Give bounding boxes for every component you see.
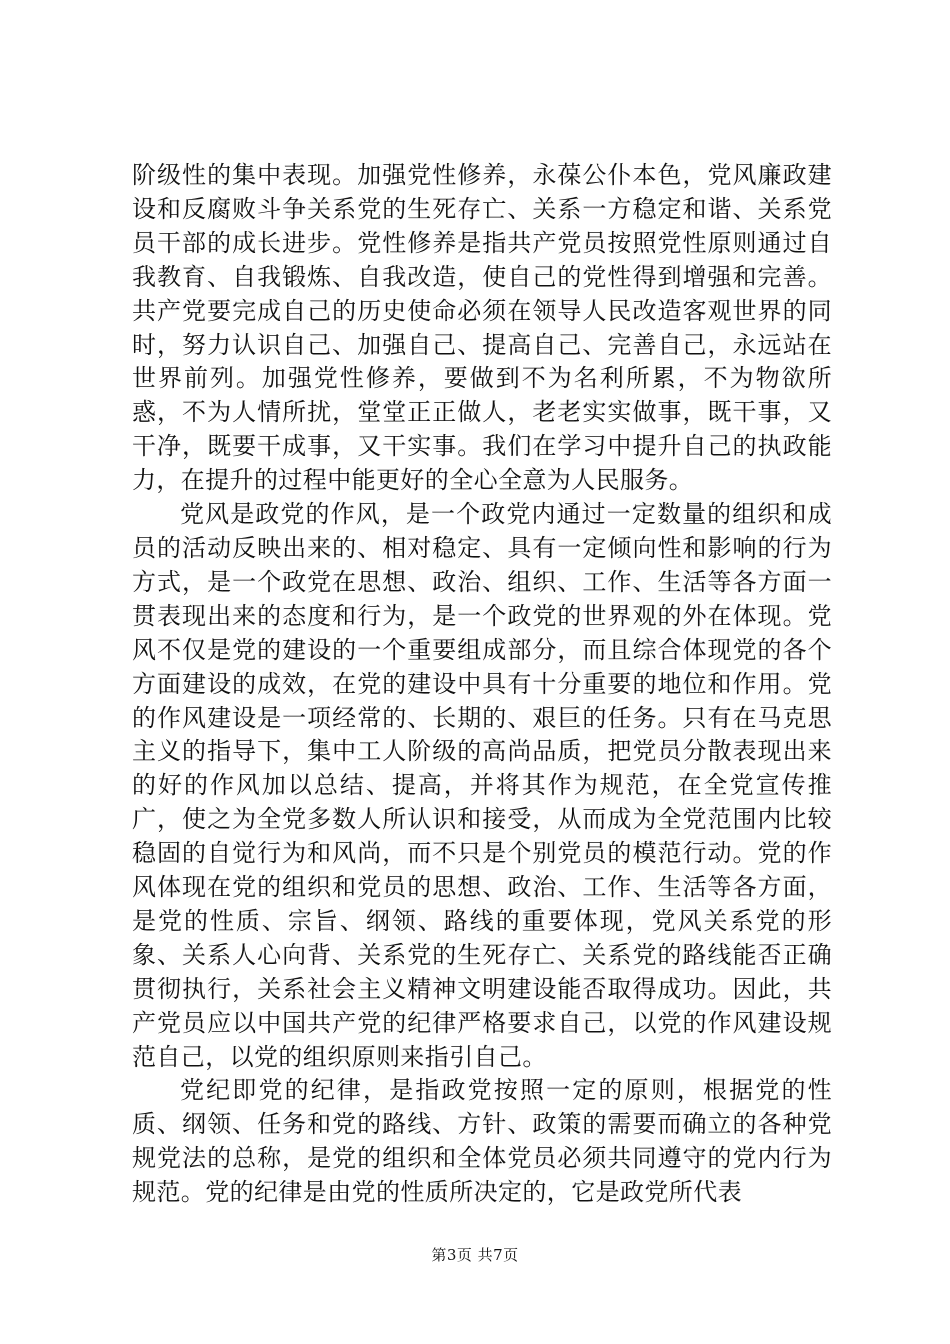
paragraph-1: 阶级性的集中表现。加强党性修养，永葆公仆本色，党风廉政建设和反腐败斗争关系党的生死存亡、关系一方稳定和谐、关系党员干部的成长进步。党性修养是指共产党员按照党性原则通过自我教育、自我锻炼、自我改造，使自己的党性得到增强和完善。共产党要完成自己的历史使命必须在领导人民改造客观世界的同时，努力认识自己、加强自己、提高自己、完善自己，永远站在世界前列。加强党性修养，要做到不为名利所累，不为物欲所惑，不为人情所扰，堂堂正正做人，老老实实做事，既干事，又干净，既要干成事，又干实事。我们在学习中提升自己的执政能力，在提升的过程中能更好的全心全意为人民服务。 bbox=[132, 161, 832, 495]
paragraph-3: 党纪即党的纪律，是指政党按照一定的原则，根据党的性质、纲领、任务和党的路线、方针、政策的需要而确立的各种党规党法的总称，是党的组织和全体党员必须共同遵守的党内行为规范。党的纪律是由党的性质所决定的，它是政党所代表 bbox=[132, 1076, 832, 1207]
paragraph-2: 党风是政党的作风，是一个政党内通过一定数量的组织和成员的活动反映出来的、相对稳定、具有一定倾向性和影响的行为方式，是一个政党在思想、政治、组织、工作、生活等各方面一贯表现出来的态度和行为，是一个政党的世界观的外在体现。党风不仅是党的建设的一个重要组成部分，而且综合体现党的各个方面建设的成效，在党的建设中具有十分重要的地位和作用。党的作风建设是一项经常的、长期的、艰巨的任务。只有在马克思主义的指导下，集中工人阶级的高尚品质，把党员分散表现出来的好的作风加以总结、提高，并将其作为规范，在全党宣传推广，使之为全党多数人所认识和接受，从而成为全党范围内比较稳固的自觉行为和风尚，而不只是个别党员的模范行动。党的作风体现在党的组织和党员的思想、政治、工作、生活等各方面，是党的性质、宗旨、纲领、路线的重要体现，党风关系党的形象、关系人心向背、关系党的生死存亡、关系党的路线能否正确贯彻执行，关系社会主义精神文明建设能否取得成功。因此，共产党员应以中国共产党的纪律严格要求自己，以党的作风建设规范自己，以党的组织原则来指引自己。 bbox=[132, 500, 832, 1071]
document-body bbox=[132, 159, 832, 1210]
page-number-label: 第3页 共7页 bbox=[431, 1246, 519, 1264]
page-footer bbox=[0, 1244, 950, 1265]
